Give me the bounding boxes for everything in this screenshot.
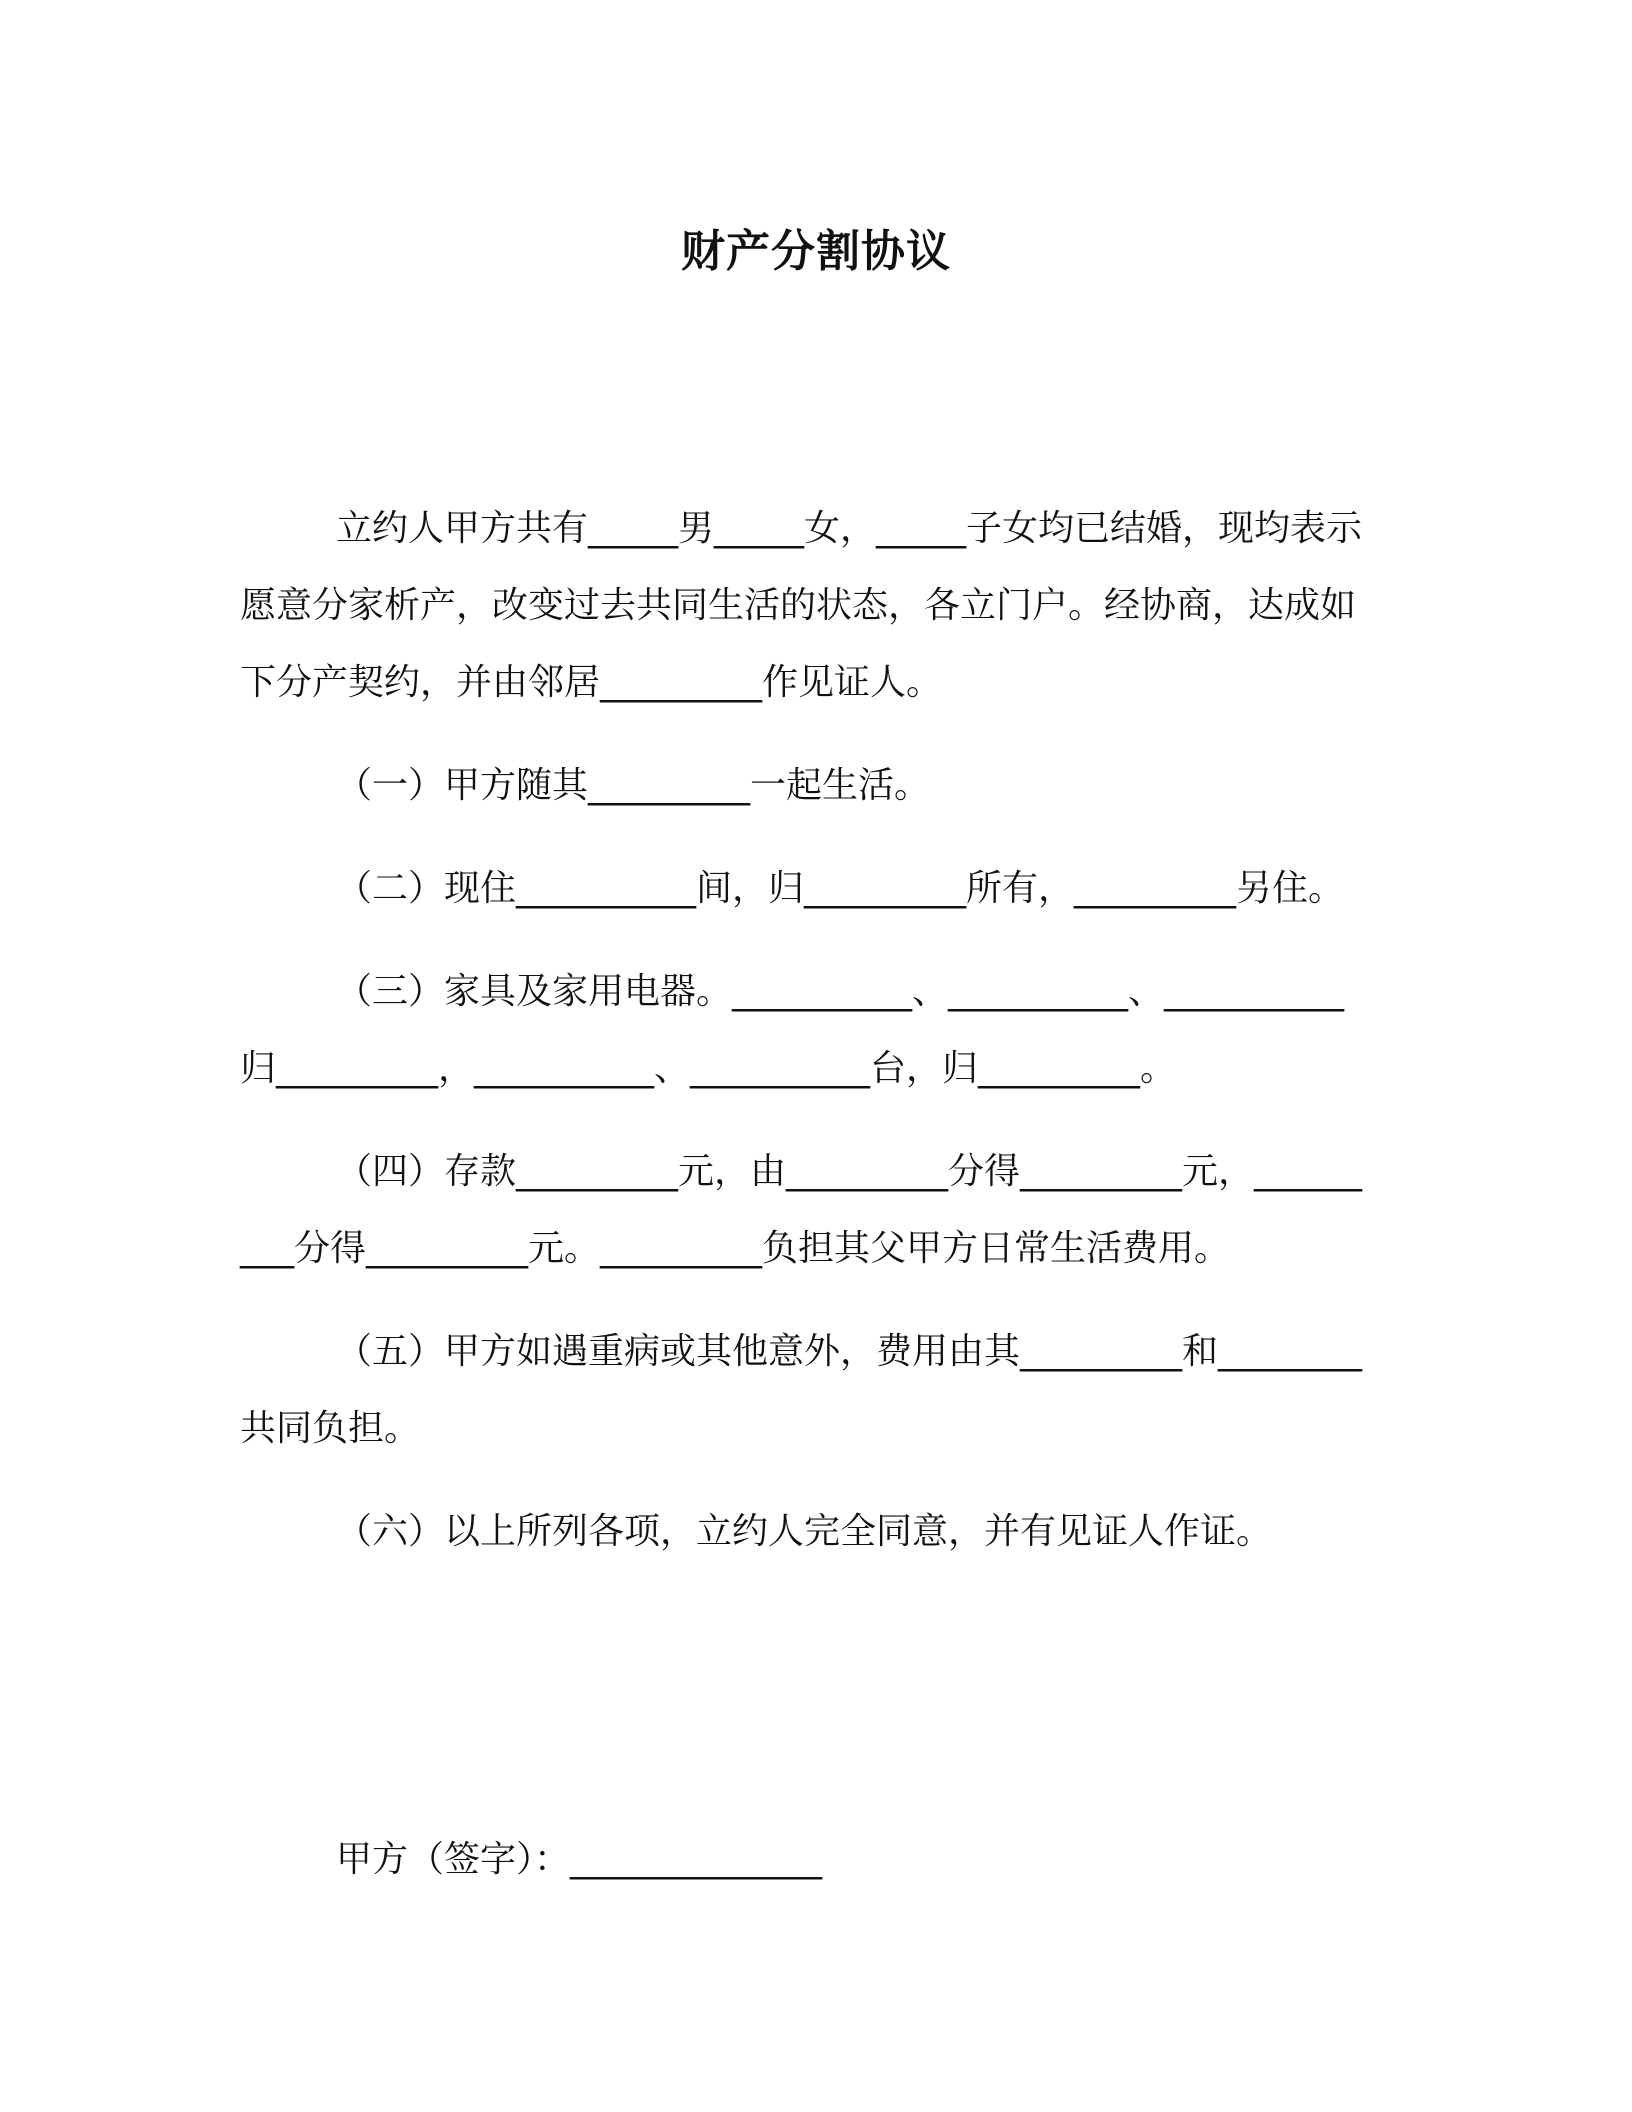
document-body [240, 490, 1372, 1596]
document-title: 财产分割协议 [681, 226, 951, 277]
clause-1: （一）甲方随其_________一起生活。 [336, 765, 931, 806]
intro-paragraph: 立约人甲方共有_____男_____女，_____子女均已结婚，现均表示愿意分家析产，改变过去共同生活的状态，各立门户。经协商，达成如下分产契约，并由邻居_________作见证人。 [240, 508, 1363, 703]
signature-line: 甲方（签字）：______________ [336, 1839, 823, 1880]
clause-2: （二）现住__________间，归_________所有，_________另住。 [336, 868, 1345, 909]
clause-5: （五）甲方如遇重病或其他意外，费用由其_________和________共同负担。 [240, 1331, 1363, 1449]
clause-4: （四）存款_________元，由_________分得_________元，_________分得_________元。_________负担其父甲方日常生活费用。 [240, 1151, 1363, 1269]
clause-6: （六）以上所列各项，立约人完全同意，并有见证人作证。 [336, 1511, 1273, 1552]
clause-3: （三）家具及家用电器。__________、__________、__________归_________，__________、__________台，归_________。 [240, 971, 1345, 1089]
